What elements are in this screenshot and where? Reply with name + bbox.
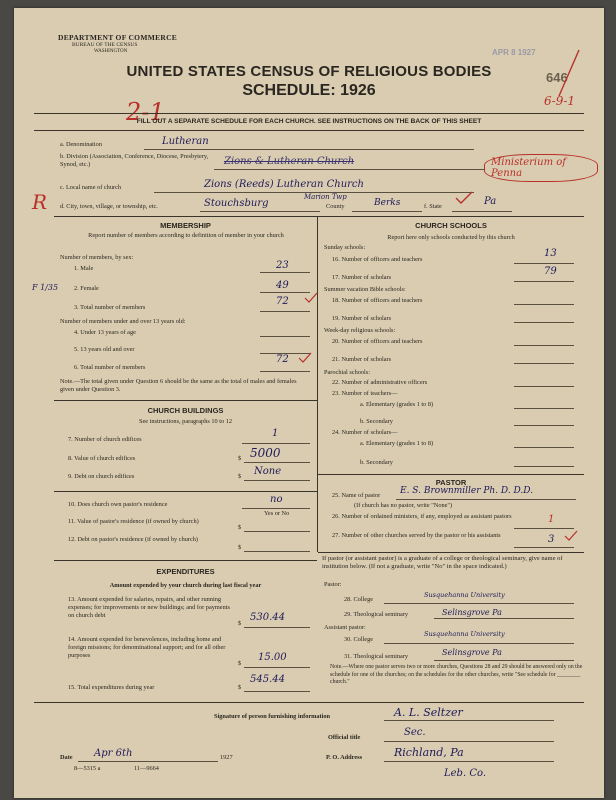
address-value-line2: Leb. Co. (444, 768, 486, 779)
q10-residence-label: 10. Does church own pastor's residence (68, 501, 168, 508)
expenditures-heading: EXPENDITURES (156, 567, 215, 576)
q18-label: 18. Number of officers and teachers (332, 297, 423, 304)
red-mark-right: 6-9-1 (544, 94, 576, 108)
fill-instruction: FILL OUT A SEPARATE SCHEDULE FOR EACH CHURCH. SEE INSTRUCTIONS ON THE BACK OF THIS SHEET (136, 118, 482, 125)
q7-edifices-label: 7. Number of church edifices (68, 436, 142, 443)
margin-note: F 1/35 (32, 283, 59, 292)
q5-over13-label: 5. 13 years old and over (74, 346, 135, 353)
summer-schools-label: Summer vacation Bible schools: (324, 286, 406, 293)
buildings-intro: See instructions, paragraphs 10 to 12 (138, 418, 233, 425)
red-check-icon (304, 292, 318, 304)
q23a-label: a. Elementary (grades 1 to 8) (360, 401, 434, 408)
township-note: Marion Twp (304, 193, 347, 201)
schools-heading: CHURCH SCHOOLS (415, 221, 487, 230)
q25-note: (If church has no pastor, write "None") (354, 502, 453, 509)
yes-no-caption: Yes or No (264, 510, 290, 517)
red-check-icon (454, 190, 474, 206)
membership-note: Note.—The total given under Question 6 should be the same as the total of males and females given under Question 3. (60, 378, 297, 393)
pastor-bottom-note: Note.—Where one pastor serves two or more churches, Questions 28 and 29 should be answered only on the schedule for one of the churches; on the schedules for the other churches, write "See schedule for ________ church." (330, 664, 583, 685)
red-r-mark: R (32, 190, 48, 214)
county-label: County (326, 203, 345, 210)
q15-total-value: 545.44 (250, 674, 285, 685)
q29-value: Selinsgrove Pa (442, 608, 502, 617)
q25-value: E. S. Brownmiller Ph. D. D.D. (400, 486, 534, 496)
assistant-subheading: Assistant pastor: (324, 624, 366, 631)
q30-value: Susquehanna University (424, 630, 505, 638)
expenditures-intro: Amount expended by your church during last fiscal year (109, 582, 262, 589)
q30-label: 30. College (344, 636, 374, 643)
q6-total-label: 6. Total number of members (74, 364, 146, 371)
membership-heading: MEMBERSHIP (160, 221, 211, 230)
q13-running-value: 530.44 (250, 612, 285, 623)
signature-label: Signature of person furnishing information (214, 713, 331, 720)
red-check-icon (564, 530, 578, 542)
city-value: Stouchsburg (204, 198, 269, 209)
q24b-label: b. Secondary (360, 459, 393, 466)
q13-running-label: 13. Amount expended for salaries, repairs, and other running expenses; for improvements or new buildings; and for payments on church debt (68, 596, 230, 619)
q14-benevolence-label: 14. Amount expended for benevolences, including home and foreign missions; for denominational support; and for all other purposes (68, 636, 226, 659)
q24-label: 24. Number of scholars— (332, 429, 398, 436)
q10-residence-value: no (270, 494, 283, 505)
red-check-icon (298, 352, 312, 364)
signature-value: A. L. Seltzer (394, 706, 463, 719)
q9-debt-label: 9. Debt on church edifices (68, 473, 135, 480)
document-title: UNITED STATES CENSUS OF RELIGIOUS BODIES (126, 63, 492, 80)
q23b-label: b. Secondary (360, 418, 393, 425)
document-subtitle: SCHEDULE: 1926 (242, 82, 376, 99)
q23-label: 23. Number of teachers— (332, 390, 398, 397)
q21-label: 21. Number of scholars (332, 356, 392, 363)
pastor-subheading: Pastor: (324, 581, 342, 588)
q27-label: 27. Number of other churches served by the pastor or his assistants (332, 532, 501, 539)
address-label: P. O. Address (326, 754, 363, 761)
members-by-sex-label: Number of members, by sex: (60, 254, 134, 261)
official-title-label: Official title (328, 734, 361, 741)
church-name-label: c. Local name of church (60, 184, 122, 191)
date-label: Date (60, 754, 73, 761)
q7-edifices-value: 1 (272, 428, 279, 439)
q19-label: 19. Number of scholars (332, 315, 392, 322)
graduate-note: If pastor (or assistant pastor) is a graduate of a college or theological seminary, give name of institution below. (If not a graduate, write "No" in the space indicated.) (322, 555, 563, 570)
q6-total-value: 72 (276, 354, 289, 365)
q17-label: 17. Number of scholars (332, 274, 392, 281)
denomination-label: a. Denomination (60, 141, 102, 148)
red-mark-top: 2-1 (126, 98, 165, 126)
red-slash-icon (554, 48, 584, 98)
q24a-label: a. Elementary (grades 1 to 8) (360, 440, 434, 447)
form-code: 8—5315 a (74, 765, 101, 772)
q2-female-value: 49 (276, 280, 289, 291)
census-schedule-sheet: DEPARTMENT OF COMMERCE BUREAU OF THE CENSUS WASHINGTON APR 8 1927 646 UNITED STATES CENSUS OF RELIGIOUS BODIES SCHEDULE: 1926 2-1 6-9-1 FILL OUT A SEPARATE SCHEDULE FOR EACH CHURCH. SEE INSTRUCTIONS ON THE BACK OF THIS SHEET a. Denomination Lutheran b. Division (Association, Conference, Diocese, Presbytery, Synod, etc.) Zions & Lutheran Church Ministerium of Penna R c. Local name of church Zions (Reeds) Lutheran Church Marion Twp d. City, town, village, or township, etc. Stouchsburg County Berks f. State Pa MEMBERSHIP Report number of members according to definition of member in your church Number of members, by sex: 1. Male 23 F 1/35 2. Female 49 3. Total number of members 72 Number of members under and over 13 years old: 4. Under 13 years of age 5. 13 years old and over 6. Total number of members 72 Note.—The total given under Question 6 should be the same as the total of males and females given under Question 3. CHURCH BUILDINGS See instructions, paragraphs 10 to 12 7. Number of church edifices 1 8. Value of church edifices $ 5000 9. Debt on church edifices $ None 10. Does church own pastor's residence no Yes or No 11. Value of pastor's residence (if owned by church) $ 12. Debt on pastor's residence (if owned by church) $ EXPENDITURES Amount expended by your church during last fiscal year 13. Amount expended for salaries, repairs, and other running expenses; for improvements or new buildings; and for payments on church debt $ 530.44 14. Amount expended for benevolences, including home and foreign missions; for denominational support; and for all other purposes $ 15.00 15. Total expenditures during year $ 545.44 CHURCH SCHOOLS Report here only schools conducted by this church Sunday schools: 16. Number of officers and teachers 13 17. Number of scholars 79 Summer vacation Bible schools: 18. Number of officers and teachers 19. Number of scholars Week-day religious schools: 20. Number of officers and teachers 21. Number of scholars Parochial schools: 22. Number of administrative officers 23. Number of teachers— a. Elementary (grades 1 to 8) b. Secondary 24. Number of scholars— a. Elementary (grades 1 to 8) b. Secondary PASTOR 25. Name of pastor E. S. Brownmiller Ph. D. D.D. (If church has no pastor, write "None") 26. Number of ordained ministers, if any, employed as assistant pastors 1 27. Number of other churches served by the pastor or his assistants 3 If pastor (or assistant pastor) is a graduate of a college or theological seminary, give name of institution below. (If not a graduate, write "No" in the space indicated.) Pastor: 28. College Susquehanna University 29. Theological seminary Selinsgrove Pa Assistant pastor: 30. College Susquehanna University 31. Theological seminary Selinsgrove Pa Note.—Where one pastor serves two or more churches, Questions 28 and 29 should be answered only on the schedule for one of the churches; on the schedules for the other churches, write "See schedule for ________ church." Signature of person furnishing information A. L. Seltzer Official title Sec. Date Apr 6th 1927 P. O. Address Richland, Pa Leb. Co. 8—5315 a 11—9664 (14, 8, 604, 798)
buildings-heading: CHURCH BUILDINGS (147, 406, 224, 415)
q28-value: Susquehanna University (424, 591, 505, 599)
q12-residence-debt-label: 12. Debt on pastor's residence (if owned by church) (68, 536, 199, 543)
age-intro-label: Number of members under and over 13 years old: (60, 318, 186, 325)
q26-value: 1 (548, 514, 555, 525)
date-value: Apr 6th (94, 748, 133, 759)
q11-residence-value-label: 11. Value of pastor's residence (if owned by church) (68, 518, 199, 525)
q16-label: 16. Number of officers and teachers (332, 256, 423, 263)
q17-value: 79 (544, 266, 557, 277)
address-value: Richland, Pa (394, 746, 464, 759)
q16-value: 13 (544, 248, 557, 259)
q1-male-label: 1. Male (74, 265, 94, 272)
city-name: WASHINGTON (94, 49, 128, 54)
department-name: DEPARTMENT OF COMMERCE (58, 33, 178, 42)
city-label: d. City, town, village, or township, etc. (60, 203, 158, 210)
sunday-schools-label: Sunday schools: (324, 244, 366, 251)
division-value: Ministerium of Penna (484, 154, 598, 182)
q1-male-value: 23 (276, 260, 289, 271)
q15-total-label: 15. Total expenditures during year (68, 684, 155, 691)
q25-label: 25. Name of pastor (332, 492, 381, 499)
membership-intro: Report number of members according to definition of member in your church (88, 232, 284, 239)
q4-under13-label: 4. Under 13 years of age (74, 329, 136, 336)
state-value: Pa (484, 196, 497, 207)
county-value: Berks (374, 198, 401, 208)
q3-total-value: 72 (276, 296, 289, 307)
q27-value: 3 (548, 534, 555, 545)
q2-female-label: 2. Female (74, 285, 99, 292)
q28-label: 28. College (344, 596, 374, 603)
q14-benevolence-value: 15.00 (258, 652, 287, 663)
q31-value: Selinsgrove Pa (442, 648, 502, 657)
official-title-value: Sec. (404, 727, 426, 738)
q8-value-value: 5000 (250, 446, 281, 460)
date-year: 1927 (220, 754, 233, 761)
division-label: b. Division (Association, Conference, Diocese, Presbytery, Synod, etc.) (60, 153, 209, 168)
weekday-schools-label: Week-day religious schools: (324, 327, 396, 334)
state-label: f. State (424, 203, 442, 210)
form-number: 646 (546, 70, 568, 85)
q3-total-label: 3. Total number of members (74, 304, 146, 311)
q8-value-label: 8. Value of church edifices (68, 455, 136, 462)
q26-label: 26. Number of ordained ministers, if any, employed as assistant pastors (332, 513, 512, 520)
received-stamp: APR 8 1927 (492, 48, 536, 57)
q31-label: 31. Theological seminary (344, 653, 409, 660)
parochial-schools-label: Parochial schools: (324, 369, 370, 376)
schools-intro: Report here only schools conducted by this church (387, 234, 515, 241)
q9-debt-value: None (254, 466, 282, 477)
q22-label: 22. Number of administrative officers (332, 379, 428, 386)
print-code: 11—9664 (134, 765, 159, 772)
bureau-name: BUREAU OF THE CENSUS (72, 42, 138, 48)
pastor-heading: PASTOR (435, 478, 467, 487)
q20-label: 20. Number of officers and teachers (332, 338, 423, 345)
church-name-value: Zions (Reeds) Lutheran Church (204, 179, 364, 190)
denomination-value: Lutheran (162, 136, 209, 147)
q29-label: 29. Theological seminary (344, 611, 409, 618)
